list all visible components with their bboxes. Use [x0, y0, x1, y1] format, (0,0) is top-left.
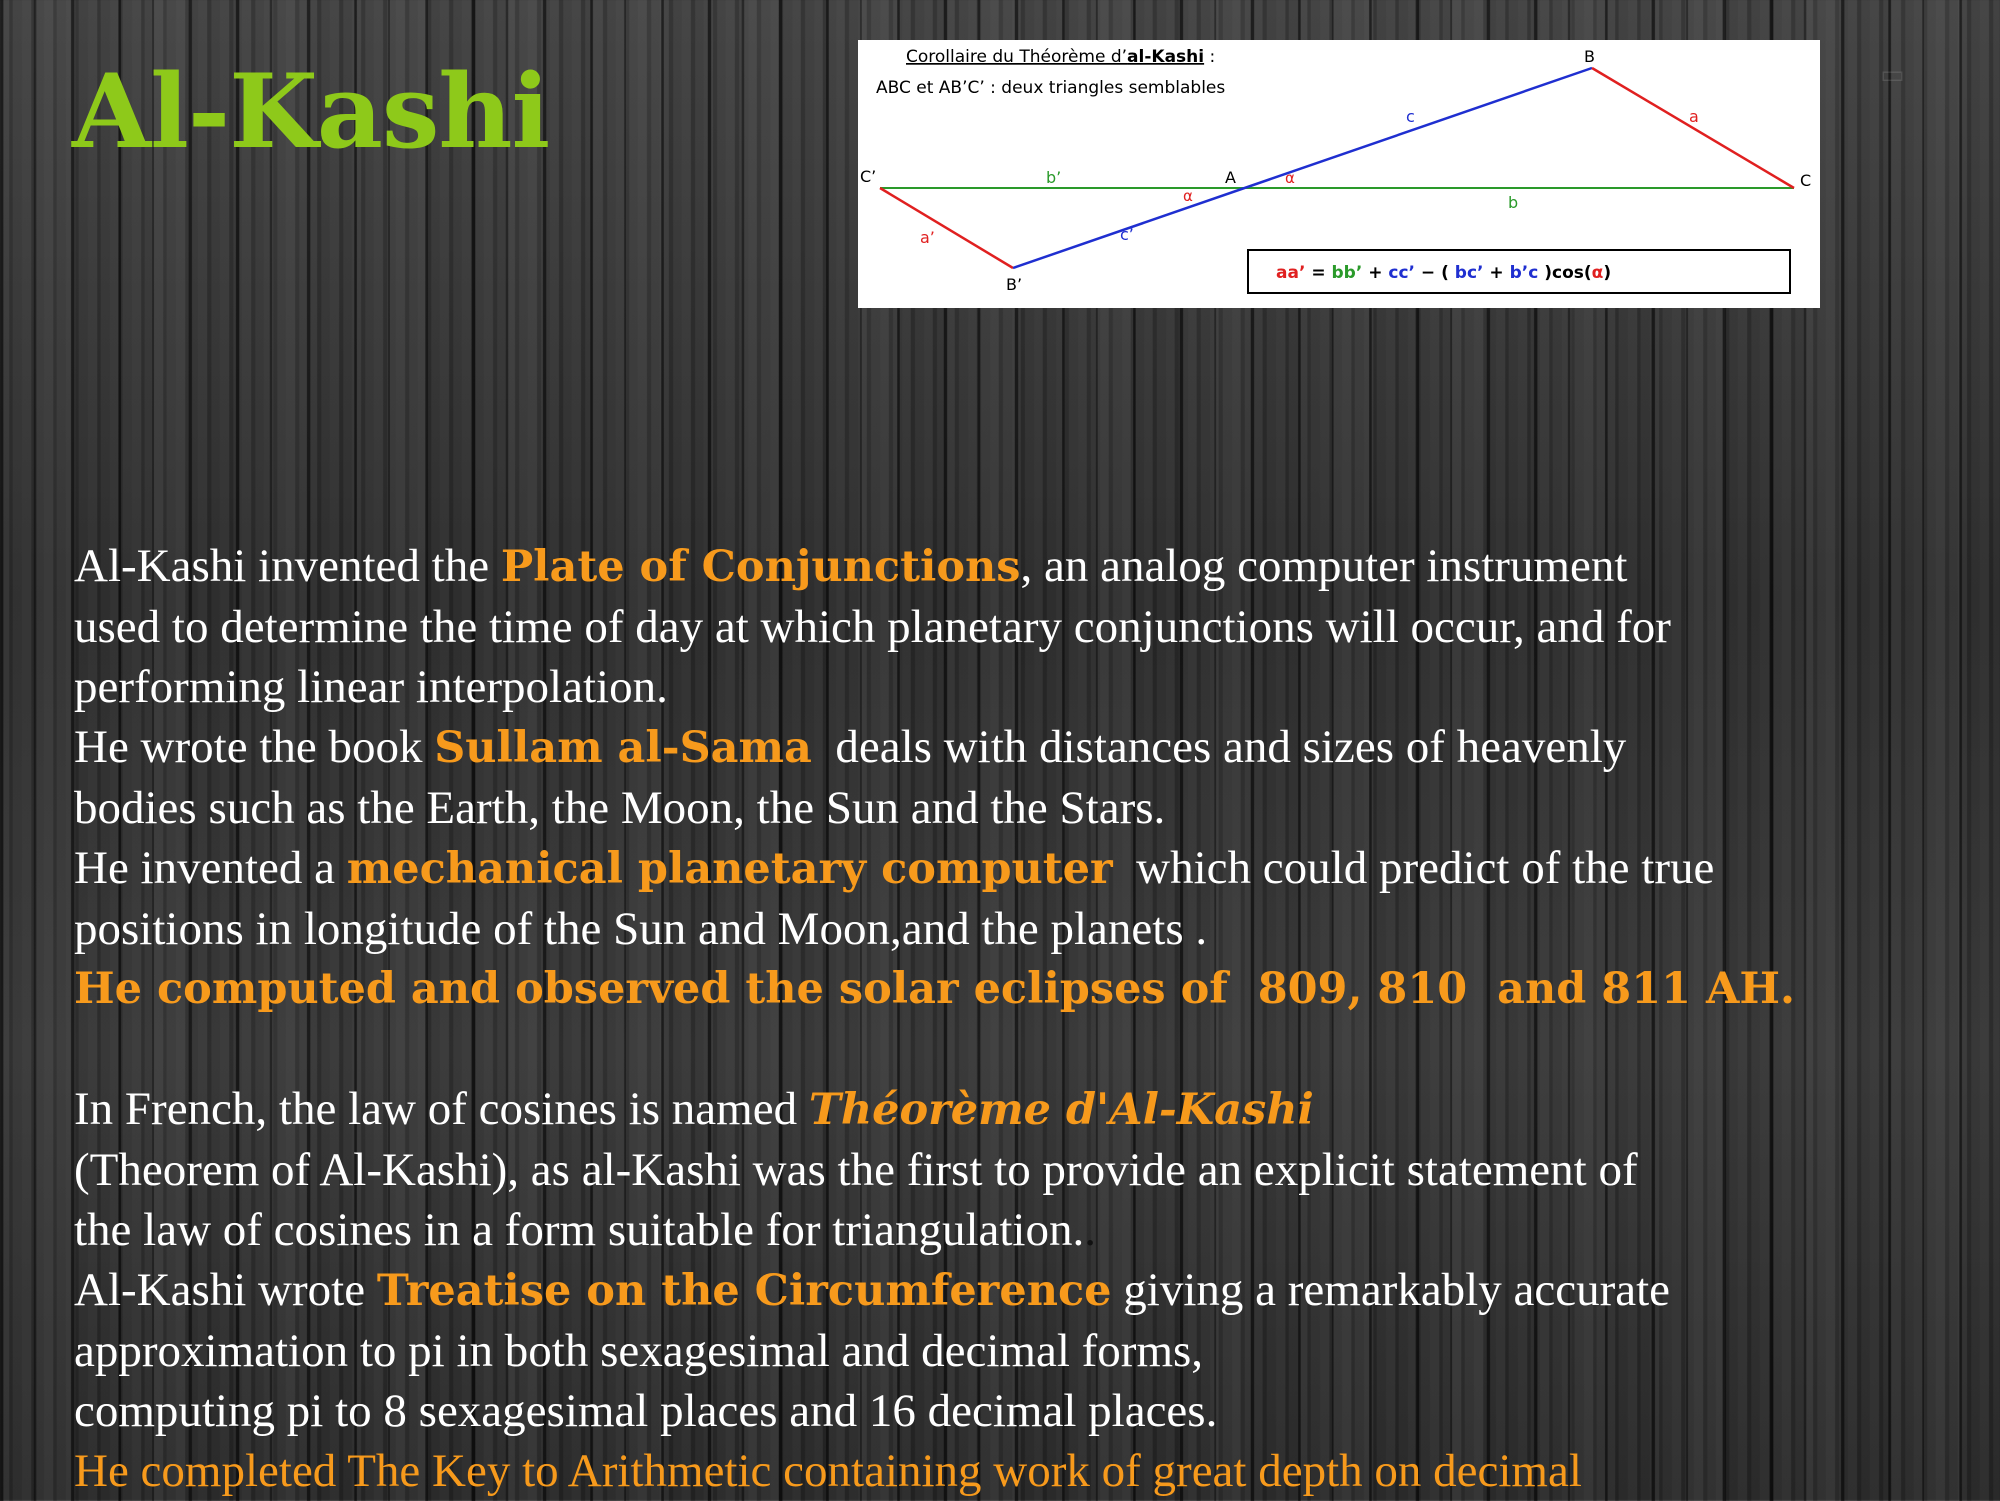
p7-key-to-arithmetic: He completed The Key to Arithmetic containing work of great depth on decimal	[74, 1445, 1582, 1497]
spacer	[74, 1019, 1974, 1079]
slide-title: Al-Kashi	[72, 52, 550, 172]
p5-line3: the law of cosines in a form suitable for triangulation..	[74, 1204, 1096, 1256]
corner-logo-icon: ▭	[1880, 60, 1905, 90]
point-a: A	[1225, 168, 1236, 187]
highlight-mechanical-planetary-computer: mechanical planetary computer	[346, 844, 1113, 894]
p5-line1: In French, the law of cosines is named Théorème d'Al-Kashi	[74, 1083, 1314, 1135]
side-a: a	[1689, 107, 1699, 126]
p1-line1: Al-Kashi invented the Plate of Conjunctions, an analog computer instrument	[74, 540, 1628, 592]
slide-body	[74, 536, 1974, 1501]
p6-line1: Al-Kashi wrote Treatise on the Circumference giving a remarkably accurate	[74, 1264, 1671, 1316]
angle-alpha-left: α	[1183, 187, 1193, 205]
highlight-treatise-circumference: Treatise on the Circumference	[376, 1266, 1112, 1316]
side-c: c	[1406, 107, 1415, 126]
p3-line1: He invented a mechanical planetary computer which could predict of the true	[74, 842, 1715, 894]
diagram-caption-line1: Corollaire du Théorème d’al-Kashi :	[906, 47, 1216, 67]
side-c-prime: c’	[1120, 225, 1134, 244]
line-a-prime	[880, 188, 1013, 268]
formula-text: aa’ = bb’ + cc’ − ( bc’ + b’c )cos(α)	[1276, 263, 1612, 283]
line-c-cprime	[1013, 68, 1592, 268]
point-c: C	[1800, 171, 1812, 190]
diagram-svg	[858, 40, 1820, 308]
side-b-prime: b’	[1046, 168, 1062, 187]
point-b: B	[1584, 47, 1595, 66]
p4-eclipses: He computed and observed the solar eclipses of 809, 810 and 811 AH.	[74, 964, 1795, 1014]
p2-line1: He wrote the book Sullam al-Sama deals with distances and sizes of heavenly	[74, 721, 1627, 773]
highlight-plate-of-conjunctions: Plate of Conjunctions	[500, 542, 1021, 592]
side-a-prime: a’	[920, 228, 935, 247]
p1-line2: used to determine the time of day at which planetary conjunctions will occur, and for	[74, 601, 1671, 653]
line-a	[1592, 68, 1794, 188]
highlight-theoreme-al-kashi: Théorème d'Al-Kashi	[808, 1085, 1314, 1135]
angle-alpha-right: α	[1285, 169, 1295, 187]
p6-line3: computing pi to 8 sexagesimal places and 16 decimal places.	[74, 1385, 1218, 1437]
side-b: b	[1508, 193, 1519, 212]
p2-line2: bodies such as the Earth, the Moon, the Sun and the Stars.	[74, 782, 1166, 834]
p6-line2: approximation to pi in both sexagesimal and decimal forms,	[74, 1325, 1204, 1377]
point-b-prime: B’	[1006, 275, 1023, 294]
diagram-caption-line2: ABC et AB’C’ : deux triangles semblables	[876, 78, 1226, 98]
p3-line2: positions in longitude of the Sun and Moon,and the planets .	[74, 903, 1208, 955]
al-kashi-triangle-diagram	[858, 40, 1820, 308]
p1-line3: performing linear interpolation.	[74, 661, 668, 713]
point-c-prime: C’	[860, 167, 877, 186]
p5-line2: (Theorem of Al-Kashi), as al-Kashi was the first to provide an explicit statement of	[74, 1144, 1638, 1196]
highlight-sullam-al-sama: Sullam al-Sama	[434, 723, 812, 773]
